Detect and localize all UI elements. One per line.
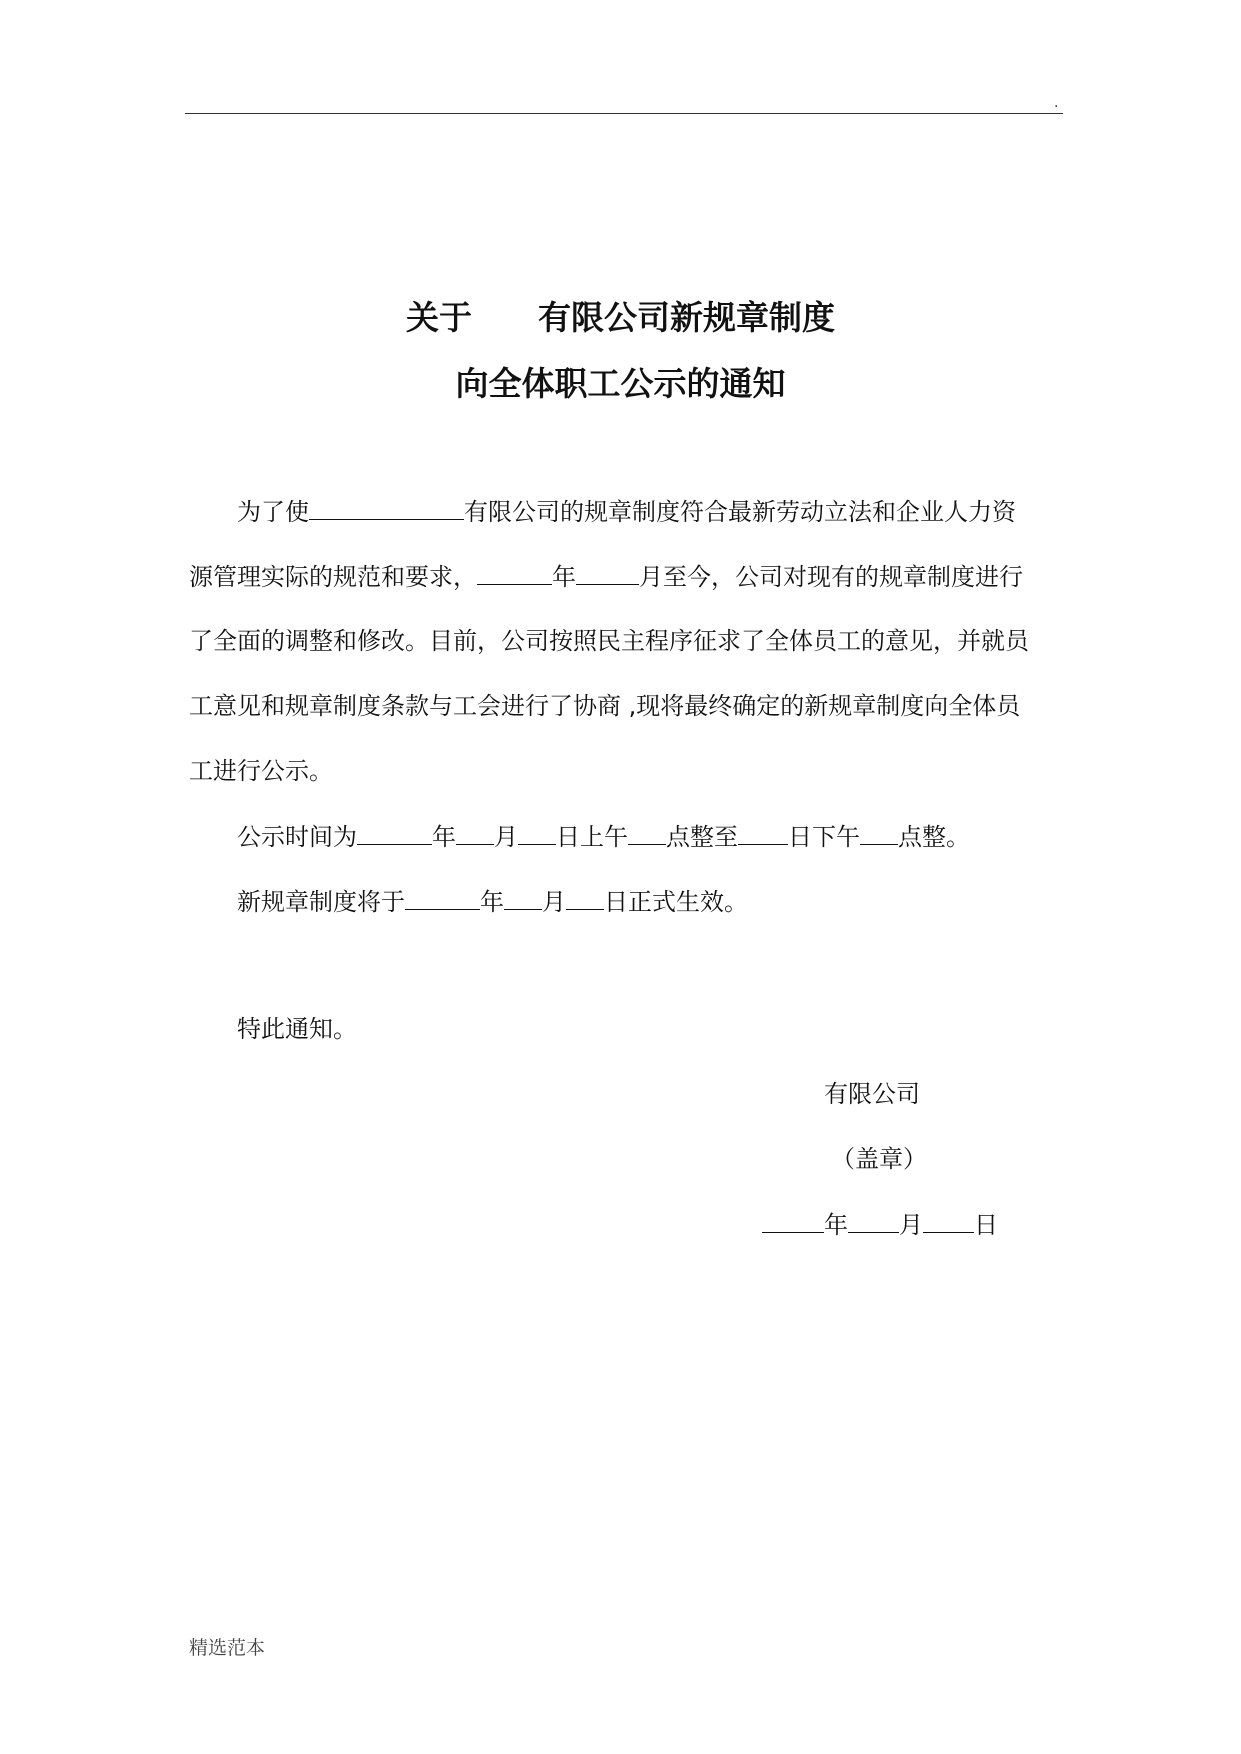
p3-year-blank — [405, 885, 480, 910]
paragraph-1-line-5: 工进行公示。 — [189, 757, 333, 785]
paragraph-2 — [237, 820, 970, 853]
header-rule — [185, 113, 1063, 114]
signature-date — [762, 1208, 998, 1241]
p3-effective-label: 日正式生效。 — [604, 888, 748, 916]
p1-line-2-rest: 月至今，公司对现有的规章制度进行 — [639, 563, 1023, 591]
p1-line-1-rest: 有限公司的规章制度符合最新劳动立法和企业人力资 — [464, 498, 1016, 526]
p2-end-day-blank — [738, 820, 788, 845]
title-prefix: 关于 — [406, 298, 472, 337]
p2-day-blank — [518, 820, 556, 845]
signature-seal: （盖章） — [831, 1145, 927, 1173]
p3-month-blank — [504, 885, 542, 910]
p2-year-label: 年 — [432, 823, 456, 851]
signature-day-label: 日 — [974, 1211, 998, 1239]
month-blank — [576, 560, 639, 585]
p2-lead: 公示时间为 — [237, 823, 357, 851]
paragraph-1-line-3: 了全面的调整和修改。目前，公司按照民主程序征求了全体员工的意见，并就员 — [189, 627, 1029, 655]
header-dot: . — [1054, 95, 1059, 111]
signature-month-label: 月 — [899, 1211, 923, 1239]
p3-month-label: 月 — [542, 888, 566, 916]
signature-day-blank — [923, 1208, 974, 1233]
p1-line-2-start: 源管理实际的规范和要求， — [189, 563, 477, 591]
document-title-line-2: 向全体职工公示的通知 — [455, 364, 786, 403]
signature-year-blank — [762, 1208, 824, 1233]
year-blank — [477, 560, 552, 585]
paragraph-3 — [237, 885, 748, 918]
p1-year-label: 年 — [552, 563, 576, 591]
document-title-line-1 — [0, 298, 1241, 338]
p3-year-label: 年 — [480, 888, 504, 916]
paragraph-1-line-4: 工意见和规章制度条款与工会进行了协商 ,现将最终确定的新规章制度向全体员 — [189, 692, 1021, 720]
p2-end-hour-blank — [860, 820, 898, 845]
closing-line: 特此通知。 — [237, 1015, 357, 1043]
p3-lead: 新规章制度将于 — [237, 888, 405, 916]
p2-month-label: 月 — [494, 823, 518, 851]
signature-company: 有限公司 — [824, 1080, 920, 1108]
p2-month-blank — [456, 820, 494, 845]
p1-intro: 为了使 — [237, 498, 309, 526]
signature-month-blank — [848, 1208, 899, 1233]
p3-day-blank — [566, 885, 604, 910]
p2-morning-label: 日上午 — [556, 823, 628, 851]
paragraph-1-line-1 — [237, 495, 1016, 528]
p2-year-blank — [357, 820, 432, 845]
p2-start-hour-blank — [628, 820, 666, 845]
p2-until-label: 点整至 — [666, 823, 738, 851]
company-name-blank — [309, 495, 464, 520]
p2-end-label: 点整。 — [898, 823, 970, 851]
p2-afternoon-label: 日下午 — [788, 823, 860, 851]
paragraph-1-line-2 — [189, 560, 1023, 593]
footer-label: 精选范本 — [189, 1637, 266, 1659]
title-suffix: 有限公司新规章制度 — [538, 298, 835, 337]
signature-year-label: 年 — [824, 1211, 848, 1239]
